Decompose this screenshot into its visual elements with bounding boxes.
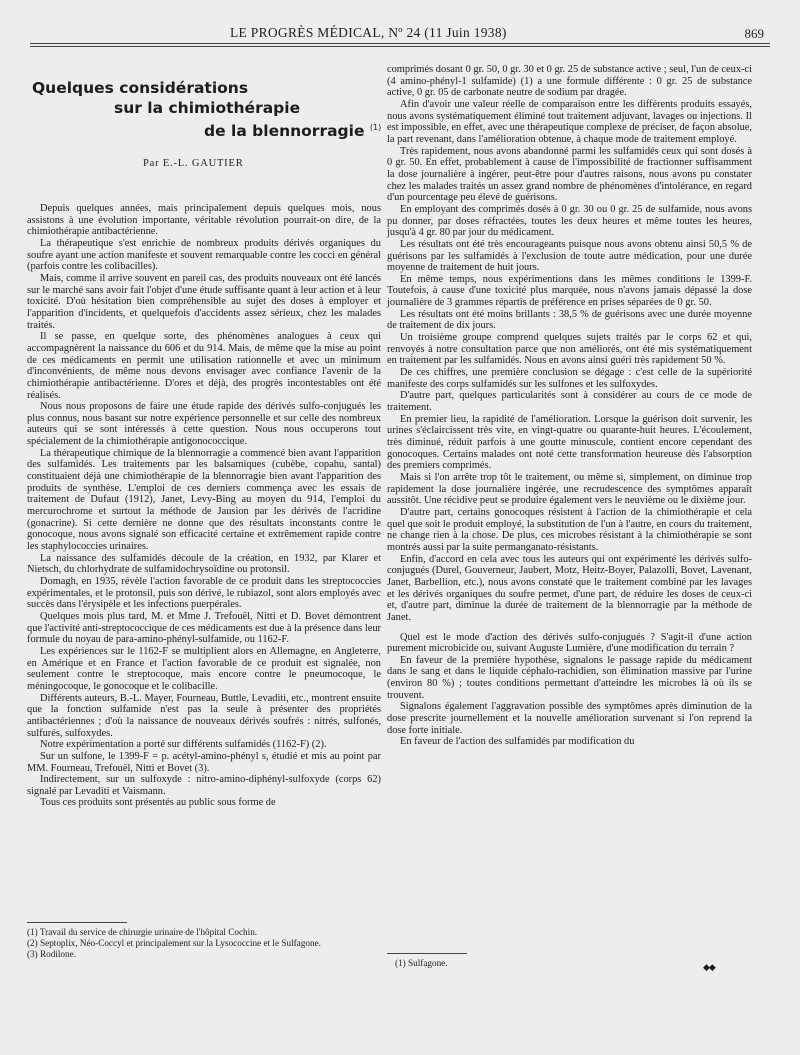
paragraph: La thérapeutique s'est enrichie de nombreux produits dérivés organiques du soufre ayant une action manifeste et souvent remarquable contre les cocci en général (parfois contre les colibacilles). xyxy=(27,237,381,273)
title-line: Quelques considérations xyxy=(32,79,249,97)
footnote: (1) Sulfagone. xyxy=(395,958,448,968)
end-ornament: ◆◆ xyxy=(703,962,715,972)
paragraph: En même temps, nous expérimentions dans les mêmes conditions le 1399-F. Toutefois, à cause d'une toxicité plus marquée, nous n'avons jamais dépassé la dose journalière de 3 grammes répartis de préférence en prises séparées de 0 gr. 50. xyxy=(387,273,752,309)
paragraph: comprimés dosant 0 gr. 50, 0 gr. 30 et 0 gr. 25 de substance active ; seul, l'un de ceux-ci (4 amino-phényl-1 sulfamide) (1) a une formule différente : 0 gr. 25 de substance active, 0 gr. 05 de carbonate neutre de sodium par dragée. xyxy=(387,64,752,99)
paragraph: D'autre part, certains gonocoques résistent à l'action de la chimiothérapie et cela quel que soit le produit employé, la substitution de l'un à l'autre, en cours du traitement, ne change rien à la chose. De plus, ces microbes résistant à la chimiothérapie se sont montrés aussi par la suite permanganato-résistants. xyxy=(387,506,752,553)
paragraph: Notre expérimentation a porté sur différents sulfamidés (1162-F) (2). xyxy=(40,739,327,751)
left-footnotes xyxy=(27,927,381,960)
paragraph: Il se passe, en quelque sorte, des phénomènes analogues à ceux qui accompagnèrent la naissance du 606 et du 914. Mais, de même que la mise au point de ces médicaments en permit une utilisation rationnelle et avec un minimum d'inconvénients, de même nous devons envisager avec confiance l'avenir de la chimiothérapie antibactérienne. D'ores et déjà, des progrès incontestables ont été réalisés. xyxy=(27,331,381,401)
right-column xyxy=(387,64,752,748)
title-line: sur la chimiothérapie xyxy=(114,99,301,117)
paragraph: En premier lieu, la rapidité de l'amélioration. Lorsque la guérison doit survenir, les urines s'éclaircissent très vite, en vingt-quatre ou quarante-huit heures. L'écoulement, très diminué, réduit parfois à une goutte minuscule, contient encore cependant des gonocoques. Certains malades ont noté cette transformation heureuse dès l'absorption des premiers comprimés. xyxy=(387,413,752,472)
paragraph: Un troisième groupe comprend quelques sujets traités par le corps 62 et qui, renvoyés à notre consultation parce que non améliorés, ont été mis systématiquement en traitement par les sulfamidés. Nous en avons ainsi guéri très rapidement 50 %. xyxy=(387,332,752,367)
title-footnote-marker: (1) xyxy=(369,123,382,132)
header-rule-double xyxy=(30,46,770,47)
paragraph: La naissance des sulfamidés découle de la création, en 1932, par Klarer et Nietsch, du chlorhydrate de sulfamidochrysoïdine ou protonsil. xyxy=(27,552,381,576)
paragraph: En faveur de la première hypothèse, signalons le passage rapide du médicament dans le sang et dans le liquide céphalo-rachidien, son élimination massive par l'urine (environ 80 %) ; toutes conditions permettant d'atteindre les microbes là où ils se trouvent. xyxy=(387,654,752,701)
paragraph: Les résultats ont été très encourageants puisque nous avons obtenu ainsi 50,5 % de guérisons par les sulfamidés à l'exclusion de toute autre médication, pour une durée moyenne de traitement de huit jours. xyxy=(387,238,752,274)
paragraph: Mais, comme il arrive souvent en pareil cas, des produits nouveaux ont été lancés sur le marché sans avoir fait l'objet d'une étude suffisante quant à leur action et à leur toxicité. D'où hésitation bien compréhensible au sujet des doses à employer et l'apparition d'incidents, et quelquefois d'accidents assez sérieux, chez les malades traités. xyxy=(27,272,381,331)
section-break xyxy=(387,624,752,632)
footnote-rule xyxy=(387,953,467,954)
footnote-rule xyxy=(27,922,127,923)
paragraph: Quelques mois plus tard, M. et Mme J. Trefouël, Nitti et D. Bovet démontrent que l'activité anti-streptococcique de ces médicaments est due à la présence dans leur formule du noyau de para-amino-phényl-sulfamide, ou 1162-F. xyxy=(27,610,381,646)
paragraph: Sur un sulfone, le 1399-F = p. acétyl-amino-phényl s, étudié et mis au point par MM. Fourneau, Trefouël, Nitti et Bovet (3). xyxy=(27,750,381,774)
paragraph: Nous nous proposons de faire une étude rapide des dérivés sulfo-conjugués les plus connus, nous basant sur notre expérience personnelle et sur celle des nombreux auteurs qui se sont intéressés à cette question. Nous nous occuperons tout spécialement de la chimiothérapie antigonococcique. xyxy=(27,401,381,448)
paragraph: En employant des comprimés dosés à 0 gr. 30 ou 0 gr. 25 de sulfamide, nous avons pu donner, par doses réfractées, toutes les deux heures et même toutes les heures, jusqu'à 4 gr. 80 par jour du médicament. xyxy=(387,203,752,239)
paragraph: Différents auteurs, B.-L. Mayer, Fourneau, Buttle, Levaditi, etc., montrent ensuite que la fonction sulfamide n'est pas la seule à présenter des propriétés antibactériennes ; d'où la naissance de nouveaux dérivés soufrés : nitrés, sulfonés, sulfurés, sulfoxydes. xyxy=(27,692,381,739)
paragraph: Signalons également l'aggravation possible des symptômes après diminution de la dose prescrite journellement et la nouvelle amélioration survenant si l'on reprend la dose forte initiale. xyxy=(387,701,752,736)
paragraph: Domagh, en 1935, révèle l'action favorable de ce produit dans les streptococcies expérimentales, et le protonsil, puis son dérivé, le rubiazol, sont alors employés avec succès dans l'érysipèle et les infections puerpérales. xyxy=(27,576,381,611)
paragraph: Tous ces produits sont présentés au public sous forme de xyxy=(40,797,276,809)
paragraph: Très rapidement, nous avons abandonné parmi les sulfamidés ceux qui sont dosés à 0 gr. 50. En effet, probablement à cause de l'impossibilité de fractionner suffisamment la dose journalière à ingérer, peut-être pour d'autres raisons, nous avons pu constater chez les malades traités un assez grand nombre de phénomènes d'intolérance, en regard d'un pourcentage peu élevé de guérisons. xyxy=(387,145,752,204)
paragraph: Mais si l'on arrête trop tôt le traitement, ou même si, simplement, on diminue trop rapidement la dose journalière ingérée, une recrudescence des symptômes apparaît aussitôt. Une récidive peut se produire également vers le neuvième ou le dixième jour. xyxy=(387,471,752,507)
page-number: 869 xyxy=(744,26,764,41)
paragraph: De ces chiffres, une première conclusion se dégage : c'est celle de la supériorité manifeste des corps sulfamidés sur les sulfones et les sulfoxydes. xyxy=(387,367,752,390)
paragraph: Depuis quelques années, mais principalement depuis quelques mois, nous assistons à une évolution importante, véritable révolution pourrait-on dire, de la chimiothérapie antibactérienne. xyxy=(27,203,381,238)
footnote: (3) Rodilone. xyxy=(27,949,76,959)
title-line-last xyxy=(204,118,382,141)
paragraph: En faveur de l'action des sulfamidés par modification du xyxy=(400,736,635,748)
paragraph: La thérapeutique chimique de la blennorragie a commencé bien avant l'apparition des sulfamidés. Les traitements par les balsamiques (cubèbe, copahu, santal) constituaient déjà une chimiothérapie de la blennorragie bien avant l'apparition des produits de synthèse. L'emploi de ces derniers commença avec les essais de traitement de Dufaut (1912), Janet, Levy-Bing au moyen du 914, l'emploi du mercurochrome et surtout la méthode de Jausion par les dérivés de l'acridine (gonacrine). Si cette dernière ne donne que des résultats inconstants contre le gonocoque, nous avons signalé son efficacité certaine et extrêmement rapide contre les staphylococcies urinaires. xyxy=(27,447,381,553)
header-rule xyxy=(30,43,770,44)
footnote: (2) Septoplix, Néo-Coccyl et principalement sur la Lysococcine et le Sulfagone. xyxy=(27,938,321,948)
title-line: de la blennorragie xyxy=(204,122,365,141)
article-author: Par E.-L. GAUTIER xyxy=(143,158,244,169)
paragraph: Afin d'avoir une valeur réelle de comparaison entre les différents produits essayés, nous avons systématiquement éliminé tout traitement adjuvant, lavages ou injections. Il est impossible, en effet, avec une thérapeutique complexe de préciser, de façon absolue, la part revenant, dans l'amélioration obtenue, à chaque mode de traitement employé. xyxy=(387,98,752,145)
left-column xyxy=(27,203,381,809)
paragraph: Les résultats ont été moins brillants : 38,5 % de guérisons avec une durée moyenne de traitement de dix jours. xyxy=(387,308,752,332)
running-title: LE PROGRÈS MÉDICAL, Nº 24 (11 Juin 1938) xyxy=(230,25,507,40)
paragraph: D'autre part, quelques particularités sont à considérer au cours de ce mode de traitement. xyxy=(387,390,752,414)
paragraph: Indirectement, sur un sulfoxyde : nitro-amino-diphényl-sulfoxyde (corps 62) signalé par Levaditi et Vaismann. xyxy=(27,774,381,797)
right-footnotes xyxy=(395,958,448,968)
paragraph: Les expériences sur le 1162-F se multiplient alors en Allemagne, en Angleterre, en Amérique et en France et l'action favorable de ce produit est signalée, non seulement contre le streptocoque, mais encore contre le pneumocoque, le méningocoque, le gonocoque et le colibacille. xyxy=(27,645,381,692)
paragraph: Enfin, d'accord en cela avec tous les auteurs qui ont expérimenté les dérivés sulfo-conjugués (Durel, Gouverneur, Jaubert, Motz, Heitz-Boyer, Palazolli, Bovet, Lavenant, Janet, Barbellion, etc.), nous avons constaté que le traitement combiné par les lavages et les dérivés organiques du soufre permet, d'une part, de réduire les doses de ceux-ci et, d'autre part, diminue la durée de traitement de la blennorragie par la méthode de Janet. xyxy=(387,553,752,623)
article-title xyxy=(30,78,382,141)
footnote: (1) Travail du service de chirurgie urinaire de l'hôpital Cochin. xyxy=(27,927,258,937)
paragraph: Quel est le mode d'action des dérivés sulfo-conjugués ? S'agit-il d'une action purement microbicide ou, suivant Auguste Lumière, d'une modification du terrain ? xyxy=(387,631,752,655)
